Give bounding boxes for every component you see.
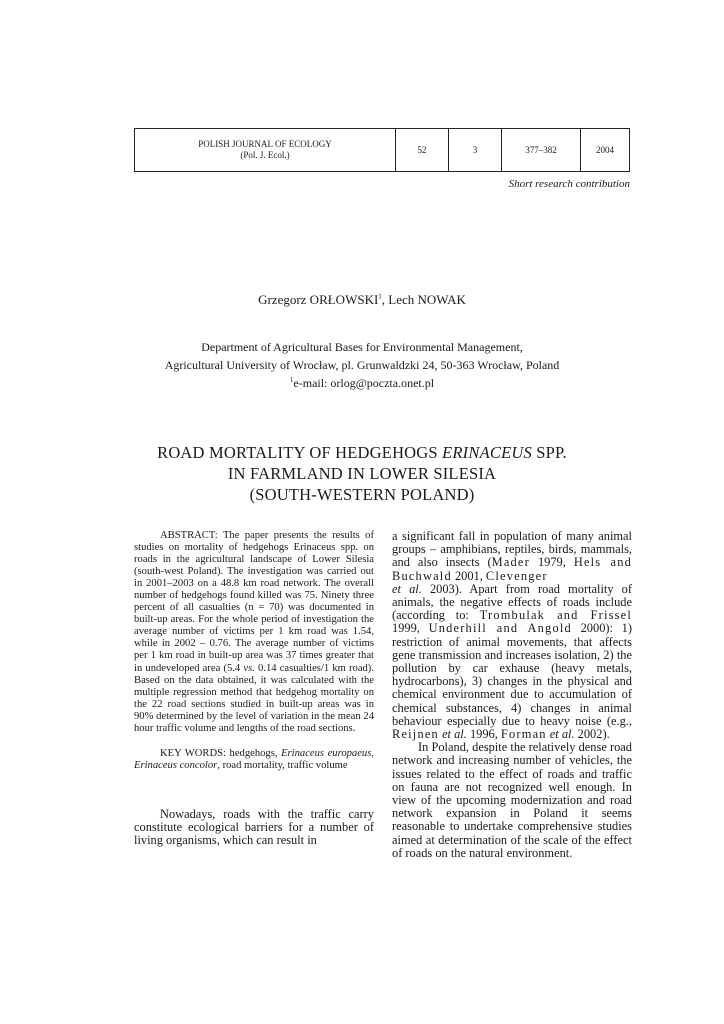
author-separator: , bbox=[381, 292, 389, 307]
issue-cell bbox=[448, 129, 501, 171]
body-paragraph-2: In Poland, despite the relatively dense road network and increasing number of vehicles, the issues related to the effect of roads and traffic on fauna are not recognized well enough. In view of the upcoming modernization and road network expansion in Poland it seems reasonable to undertake comprehensive studies aimed at determination of the scale of the effect of roads on the natural environment. bbox=[392, 740, 632, 860]
journal-header-table bbox=[134, 128, 630, 172]
email-footnote-mark: 1 bbox=[289, 376, 294, 384]
left-column bbox=[134, 530, 374, 848]
author-1: Grzegorz ORŁOWSKI bbox=[258, 292, 379, 307]
paper-title bbox=[0, 442, 724, 505]
introduction-paragraph: Nowadays, roads with the traffic carry constitute ecological barriers for a number of living organisms, which can result in bbox=[134, 806, 374, 848]
author-2: Lech NOWAK bbox=[388, 292, 466, 307]
pages-cell bbox=[501, 129, 580, 171]
abstract: ABSTRACT: The paper presents the results of studies on mortality of hedgehogs Erinaceus spp. on roads in the agricultural landscape of Lower Silesia (south-west Poland). The investigation was carried out in 2001–2003 on a 48.8 km road network. The overall number of hedgehogs found killed was 75. Ninety three percent of all casualties (n = 70) was documented in built-up areas. For the whole period of investigation the average number of victims per 1 km road was 1.54, while in 2002 – 0.76. The average number of victims per 1 km road in built-up area was 37 times greater that in undeveloped area (5.4 vs. 0.14 casualties/1 km road). Based on the data obtained, it was calculated with the multiple regression method that hedgehog mortality on the 22 road sections studied in built-up areas was in 90% determined by the level of variation in the mean 24 hour traffic volume and lengths of the road sections. bbox=[134, 530, 374, 734]
title-genus: ERINACEUS bbox=[442, 443, 532, 462]
right-column bbox=[392, 530, 632, 860]
affiliation bbox=[0, 338, 724, 392]
citation: Mader bbox=[491, 555, 530, 570]
issue: 3 bbox=[472, 145, 478, 155]
body-paragraph-1: a significant fall in population of many animal groups – amphibians, reptiles, birds, mammals, and also insects (Mader 1979, Hels and Buchwald 2001, Clevenger et al. 2003). Apart from road mortality of animals, the negative effects of roads include (according to: Trombulak and Frissel 1999, Underhill and Angold 2000): 1) restriction of animal movements, that affects gene transmission and increases isolation, 2) the pollution by car exhause (heavy metals, hydrocarbons), 3) changes in the physical and chemical environment due to accumulation of chemical substances, 4) changes in animal behaviour especially due to heavy noise (e.g., Reijnen et al. 1996, Forman et al. 2002). bbox=[392, 529, 632, 742]
email: e-mail: orlog@poczta.onet.pl bbox=[293, 376, 435, 390]
title-line-2: IN FARMLAND IN LOWER SILESIA bbox=[227, 464, 497, 483]
citation: Clevenger bbox=[485, 568, 548, 583]
citation: Trombulak and Frissel bbox=[479, 608, 632, 623]
journal-name: POLISH JOURNAL OF ECOLOGY bbox=[198, 139, 332, 149]
year: 2004 bbox=[596, 145, 614, 155]
citation: Hels and Buchwald bbox=[392, 555, 632, 583]
pages: 377–382 bbox=[525, 145, 557, 155]
citation: Forman bbox=[500, 727, 547, 742]
volume-cell bbox=[395, 129, 448, 171]
title-line-1: ROAD MORTALITY OF HEDGEHOGS ERINACEUS SPP. bbox=[157, 443, 567, 462]
citation: Reijnen bbox=[392, 727, 439, 742]
email-line bbox=[0, 374, 724, 392]
authors bbox=[0, 292, 724, 308]
affiliation-line-1: Department of Agricultural Bases for Environmental Management, bbox=[201, 340, 523, 354]
affiliation-line-2: Agricultural University of Wrocław, pl. Grunwaldzki 24, 50-363 Wrocław, Poland bbox=[164, 358, 560, 372]
volume: 52 bbox=[417, 145, 427, 155]
author-1-footnote-mark: 1 bbox=[378, 292, 382, 301]
citation: Underhill and Angold bbox=[428, 621, 572, 636]
contribution-type: Short research contribution bbox=[508, 178, 630, 190]
journal-name-cell bbox=[135, 129, 395, 171]
keywords: KEY WORDS: hedgehogs, Erinaceus europaeus, Erinaceus concolor, road mortality, traffic volume bbox=[134, 747, 375, 771]
journal-abbreviation: (Pol. J. Ecol.) bbox=[240, 150, 290, 160]
year-cell bbox=[580, 129, 629, 171]
title-line-3: (SOUTH-WESTERN POLAND) bbox=[249, 485, 475, 504]
